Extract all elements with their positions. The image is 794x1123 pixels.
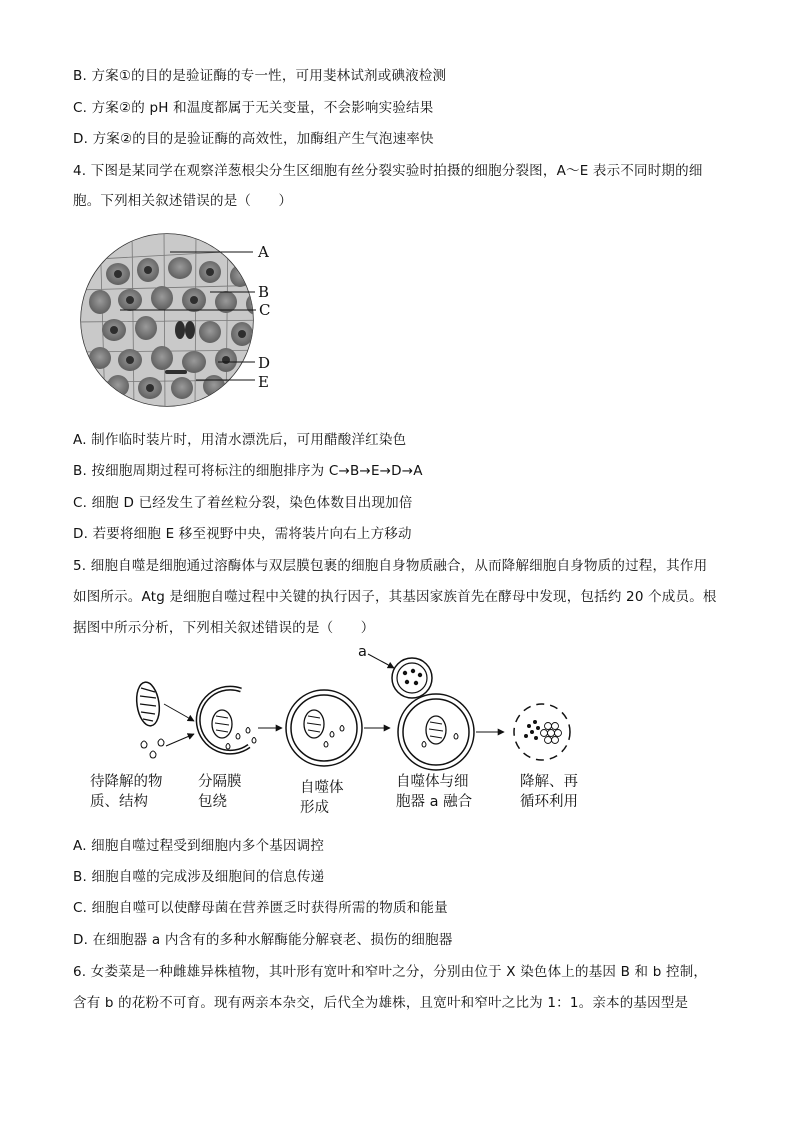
caption-step1-line2: 质、结构 [90,794,148,810]
caption-step3-line1: 自噬体 [300,780,344,796]
lysosome-icon [392,658,432,698]
q4-stem-line2: 胞。下列相关叙述错误的是（ ） [73,193,293,209]
q6-stem-line2: 含有 b 的花粉不可育。现有两亲本杂交，后代全为雄株，且宽叶和窄叶之比为 1：1。亲本的基因型是 [73,995,689,1011]
caption-step3-line2: 形成 [300,800,329,816]
q4-option-c: C. 细胞 D 已经发生了着丝粒分裂，染色体数目出现加倍 [73,495,413,511]
q3-option-c: C. 方案②的 pH 和温度都属于无关变量，不会影响实验结果 [73,100,434,116]
caption-step5-line2: 循环利用 [520,794,578,810]
q5-stem-line3: 据图中所示分析，下列相关叙述错误的是（ ） [73,620,375,636]
caption-step5-line1: 降解、再 [520,774,578,790]
q6-stem-line1: 6. 女娄菜是一种雌雄异株植物，其叶形有宽叶和窄叶之分，分别由位于 X 染色体上的基因 B 和 b 控制， [73,964,708,980]
fused-autophagosome-icon [398,694,474,770]
phagophore-icon [198,688,256,752]
micrograph-figure [70,230,290,410]
label-d: D [258,354,271,372]
q5-option-b: B. 细胞自噬的完成涉及细胞间的信息传递 [73,869,325,885]
caption-step2-line2: 包绕 [198,794,227,810]
q3-option-b: B. 方案①的目的是验证酶的专一性，可用斐林试剂或碘液检测 [73,68,447,84]
degradation-icon [514,704,570,760]
q3-option-d: D. 方案②的目的是验证酶的高效性，加酶组产生气泡速率快 [73,131,434,147]
label-e: E [258,373,269,391]
q4-stem-line1: 4. 下图是某同学在观察洋葱根尖分生区细胞有丝分裂实验时拍摄的细胞分裂图，A～E 表示不同时期的细 [73,163,703,179]
label-c: C [259,301,271,319]
q5-option-a: A. 细胞自噬过程受到细胞内多个基因调控 [73,838,325,854]
q4-option-d: D. 若要将细胞 E 移至视野中央，需将装片向右上方移动 [73,526,412,542]
marker-a: a [358,646,367,660]
autophagy-figure [86,646,606,822]
droplets-icon [141,739,164,758]
q4-option-b: B. 按细胞周期过程可将标注的细胞排序为 C→B→E→D→A [73,463,423,479]
caption-step4-line2: 胞器 a 融合 [396,794,473,810]
caption-step1-line1: 待降解的物 [90,774,163,790]
mitochondrion-icon [134,681,162,728]
caption-step4-line1: 自噬体与细 [396,774,469,790]
caption-step2-line1: 分隔膜 [198,774,242,790]
autophagosome-icon [286,690,362,766]
label-a: A [258,243,269,261]
q4-option-a: A. 制作临时装片时，用清水漂洗后，可用醋酸洋红染色 [73,432,407,448]
onion-root-cells [70,230,290,410]
label-b: B [258,283,270,301]
q5-stem-line2: 如图所示。Atg 是细胞自噬过程中关键的执行因子，其基因家族首先在酵母中发现，包括约 20 个成员。根 [73,589,717,605]
q5-option-d: D. 在细胞器 a 内含有的多种水解酶能分解衰老、损伤的细胞器 [73,932,453,948]
q5-stem-line1: 5. 细胞自噬是细胞通过溶酶体与双层膜包裹的细胞自身物质融合，从而降解细胞自身物质的过程，其作用 [73,558,708,574]
q5-option-c: C. 细胞自噬可以使酵母菌在营养匮乏时获得所需的物质和能量 [73,900,448,916]
